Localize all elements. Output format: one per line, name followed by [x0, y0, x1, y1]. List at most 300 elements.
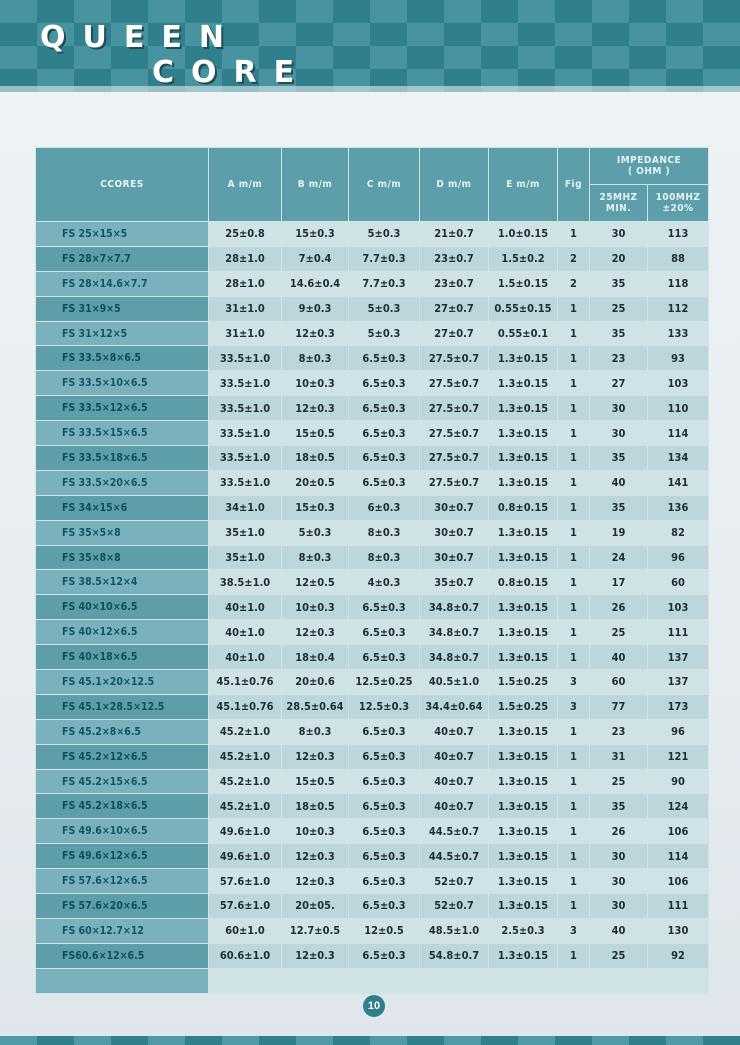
cell-fig: 1 — [558, 744, 590, 769]
cell-name: FS 45.1×28.5×12.5 — [36, 694, 209, 719]
cell-name: FS 49.6×10×6.5 — [36, 819, 209, 844]
cell-e: 1.3±0.15 — [489, 645, 558, 670]
cell-e: 0.55±0.1 — [489, 321, 558, 346]
table-row — [36, 446, 709, 471]
cell-a: 28±1.0 — [209, 246, 282, 271]
cell-name: FS 40×18×6.5 — [36, 645, 209, 670]
cell-d: 27.5±0.7 — [420, 421, 489, 446]
cell-d: 40±0.7 — [420, 794, 489, 819]
cell-e: 0.55±0.15 — [489, 296, 558, 321]
cell-e: 1.3±0.15 — [489, 520, 558, 545]
cell-a: 57.6±1.0 — [209, 869, 282, 894]
table-row — [36, 396, 709, 421]
cell-fig: 1 — [558, 222, 590, 247]
cell-d: 27.5±0.7 — [420, 470, 489, 495]
page-header — [0, 0, 740, 92]
cell-fig: 3 — [558, 918, 590, 943]
table-row — [36, 869, 709, 894]
cell-a: 60±1.0 — [209, 918, 282, 943]
cell-z100: 112 — [648, 296, 709, 321]
header-25mhz — [590, 185, 648, 222]
table-row — [36, 296, 709, 321]
bottom-checker-strip — [0, 1036, 740, 1045]
cell-e: 1.3±0.15 — [489, 446, 558, 471]
empty-cell — [489, 968, 558, 993]
table-row — [36, 520, 709, 545]
cell-fig: 1 — [558, 321, 590, 346]
cell-a: 60.6±1.0 — [209, 943, 282, 968]
cell-name: FS 31×9×5 — [36, 296, 209, 321]
cell-c: 6.5±0.3 — [349, 894, 420, 919]
cell-z100: 96 — [648, 719, 709, 744]
empty-cell — [282, 968, 349, 993]
cell-fig: 1 — [558, 520, 590, 545]
cell-z25: 26 — [590, 595, 648, 620]
cell-b: 14.6±0.4 — [282, 271, 349, 296]
cell-b: 15±0.5 — [282, 421, 349, 446]
cell-name: FS 25×15×5 — [36, 222, 209, 247]
cell-b: 12±0.3 — [282, 943, 349, 968]
cell-d: 34.8±0.7 — [420, 645, 489, 670]
cell-e: 1.3±0.15 — [489, 794, 558, 819]
cell-z100: 92 — [648, 943, 709, 968]
cell-z25: 35 — [590, 446, 648, 471]
cell-z25: 30 — [590, 894, 648, 919]
cell-e: 1.3±0.15 — [489, 346, 558, 371]
header-25mhz-sub: MIN. — [605, 203, 632, 214]
cell-e: 0.8±0.15 — [489, 495, 558, 520]
cell-name: FS 33.5×12×6.5 — [36, 396, 209, 421]
cell-a: 33.5±1.0 — [209, 346, 282, 371]
cell-a: 33.5±1.0 — [209, 371, 282, 396]
table-row — [36, 222, 709, 247]
impedance-unit: ( OHM ) — [627, 166, 671, 177]
cell-name: FS 33.5×10×6.5 — [36, 371, 209, 396]
cell-z100: 136 — [648, 495, 709, 520]
empty-cell — [36, 968, 209, 993]
cell-e: 1.3±0.15 — [489, 769, 558, 794]
cell-name: FS 33.5×15×6.5 — [36, 421, 209, 446]
cell-d: 34.4±0.64 — [420, 694, 489, 719]
cell-b: 7±0.4 — [282, 246, 349, 271]
cell-b: 8±0.3 — [282, 719, 349, 744]
cell-d: 34.8±0.7 — [420, 620, 489, 645]
cell-fig: 1 — [558, 346, 590, 371]
cell-z25: 30 — [590, 844, 648, 869]
cell-c: 8±0.3 — [349, 545, 420, 570]
table-body — [36, 222, 709, 994]
cell-z100: 137 — [648, 670, 709, 695]
cell-fig: 1 — [558, 495, 590, 520]
cell-z100: 88 — [648, 246, 709, 271]
table-row — [36, 271, 709, 296]
cell-name: FS60.6×12×6.5 — [36, 943, 209, 968]
cell-c: 12.5±0.3 — [349, 694, 420, 719]
cell-z25: 24 — [590, 545, 648, 570]
cell-name: FS 57.6×20×6.5 — [36, 894, 209, 919]
cell-c: 5±0.3 — [349, 296, 420, 321]
cell-z100: 134 — [648, 446, 709, 471]
cell-c: 8±0.3 — [349, 520, 420, 545]
cell-a: 38.5±1.0 — [209, 570, 282, 595]
cell-c: 6.5±0.3 — [349, 371, 420, 396]
cell-c: 6.5±0.3 — [349, 421, 420, 446]
cell-fig: 1 — [558, 943, 590, 968]
cell-fig: 1 — [558, 894, 590, 919]
cell-c: 6.5±0.3 — [349, 346, 420, 371]
cell-z100: 118 — [648, 271, 709, 296]
cell-b: 12±0.3 — [282, 396, 349, 421]
cell-c: 5±0.3 — [349, 222, 420, 247]
table-row — [36, 371, 709, 396]
cell-c: 6.5±0.3 — [349, 794, 420, 819]
cell-a: 33.5±1.0 — [209, 470, 282, 495]
table-row — [36, 744, 709, 769]
cell-e: 1.3±0.15 — [489, 844, 558, 869]
cell-z100: 96 — [648, 545, 709, 570]
header-b: B m/m — [282, 148, 349, 222]
cell-c: 7.7±0.3 — [349, 271, 420, 296]
cell-b: 12.7±0.5 — [282, 918, 349, 943]
table-row — [36, 620, 709, 645]
header-100mhz-sub: ±20% — [662, 203, 694, 214]
cell-z25: 31 — [590, 744, 648, 769]
cell-z25: 30 — [590, 396, 648, 421]
cell-c: 6.5±0.3 — [349, 620, 420, 645]
brand-core: CORE — [152, 55, 312, 90]
cell-name: FS 31×12×5 — [36, 321, 209, 346]
cell-z25: 30 — [590, 869, 648, 894]
cell-e: 1.3±0.15 — [489, 744, 558, 769]
cell-e: 1.3±0.15 — [489, 719, 558, 744]
header-100mhz — [648, 185, 709, 222]
cell-e: 1.3±0.15 — [489, 396, 558, 421]
cell-a: 40±1.0 — [209, 645, 282, 670]
cell-z100: 106 — [648, 819, 709, 844]
cell-z25: 23 — [590, 346, 648, 371]
cell-e: 1.3±0.15 — [489, 470, 558, 495]
cell-c: 6.5±0.3 — [349, 470, 420, 495]
cell-fig: 1 — [558, 421, 590, 446]
cell-e: 0.8±0.15 — [489, 570, 558, 595]
cell-e: 1.5±0.25 — [489, 694, 558, 719]
cell-z100: 114 — [648, 844, 709, 869]
cell-d: 34.8±0.7 — [420, 595, 489, 620]
cell-c: 12.5±0.25 — [349, 670, 420, 695]
cell-c: 6.5±0.3 — [349, 819, 420, 844]
cell-c: 6.5±0.3 — [349, 396, 420, 421]
cell-c: 6.5±0.3 — [349, 595, 420, 620]
cell-d: 40±0.7 — [420, 719, 489, 744]
cell-z25: 40 — [590, 918, 648, 943]
cell-name: FS 34×15×6 — [36, 495, 209, 520]
cell-z25: 26 — [590, 819, 648, 844]
empty-cell — [420, 968, 489, 993]
cell-z100: 90 — [648, 769, 709, 794]
cell-name: FS 33.5×20×6.5 — [36, 470, 209, 495]
cell-z25: 30 — [590, 421, 648, 446]
cell-z25: 25 — [590, 769, 648, 794]
cell-a: 57.6±1.0 — [209, 894, 282, 919]
cell-a: 31±1.0 — [209, 296, 282, 321]
cell-b: 15±0.3 — [282, 495, 349, 520]
cell-name: FS 38.5×12×4 — [36, 570, 209, 595]
cell-c: 6.5±0.3 — [349, 943, 420, 968]
cell-z100: 111 — [648, 620, 709, 645]
cell-d: 27±0.7 — [420, 296, 489, 321]
cell-d: 40±0.7 — [420, 744, 489, 769]
table-row — [36, 794, 709, 819]
cell-fig: 1 — [558, 620, 590, 645]
table-row — [36, 844, 709, 869]
cell-d: 23±0.7 — [420, 271, 489, 296]
header-d: D m/m — [420, 148, 489, 222]
cell-d: 35±0.7 — [420, 570, 489, 595]
cell-b: 10±0.3 — [282, 819, 349, 844]
cell-z100: 103 — [648, 595, 709, 620]
empty-cell — [349, 968, 420, 993]
cell-name: FS 49.6×12×6.5 — [36, 844, 209, 869]
cell-z25: 20 — [590, 246, 648, 271]
table-row — [36, 694, 709, 719]
header-25mhz-label: 25MHZ — [599, 192, 638, 203]
cell-fig: 1 — [558, 869, 590, 894]
cell-d: 44.5±0.7 — [420, 819, 489, 844]
cell-z100: 82 — [648, 520, 709, 545]
cell-fig: 1 — [558, 769, 590, 794]
cell-e: 1.5±0.2 — [489, 246, 558, 271]
cell-z100: 173 — [648, 694, 709, 719]
header-100mhz-label: 100MHZ — [655, 192, 701, 203]
cell-z25: 25 — [590, 943, 648, 968]
cell-z100: 60 — [648, 570, 709, 595]
cell-d: 44.5±0.7 — [420, 844, 489, 869]
cell-d: 27±0.7 — [420, 321, 489, 346]
cell-b: 5±0.3 — [282, 520, 349, 545]
cell-c: 6.5±0.3 — [349, 446, 420, 471]
cell-fig: 1 — [558, 545, 590, 570]
header-impedance — [590, 148, 709, 185]
cell-fig: 1 — [558, 719, 590, 744]
cell-b: 10±0.3 — [282, 371, 349, 396]
cell-name: FS 28×7×7.7 — [36, 246, 209, 271]
cell-d: 27.5±0.7 — [420, 446, 489, 471]
table-row — [36, 769, 709, 794]
cell-z100: 93 — [648, 346, 709, 371]
cell-z100: 121 — [648, 744, 709, 769]
cell-b: 9±0.3 — [282, 296, 349, 321]
cell-b: 10±0.3 — [282, 595, 349, 620]
cell-a: 35±1.0 — [209, 545, 282, 570]
cell-b: 12±0.3 — [282, 869, 349, 894]
cell-b: 18±0.5 — [282, 446, 349, 471]
cell-b: 20±0.5 — [282, 470, 349, 495]
cell-a: 49.6±1.0 — [209, 844, 282, 869]
cell-name: FS 45.2×18×6.5 — [36, 794, 209, 819]
table-row — [36, 943, 709, 968]
header-a: A m/m — [209, 148, 282, 222]
cell-c: 6.5±0.3 — [349, 769, 420, 794]
cell-z25: 60 — [590, 670, 648, 695]
cell-z25: 25 — [590, 296, 648, 321]
cell-name: FS 45.1×20×12.5 — [36, 670, 209, 695]
cell-z25: 25 — [590, 620, 648, 645]
cell-z25: 40 — [590, 470, 648, 495]
cell-d: 30±0.7 — [420, 545, 489, 570]
cell-b: 8±0.3 — [282, 545, 349, 570]
cell-d: 27.5±0.7 — [420, 396, 489, 421]
cell-z100: 133 — [648, 321, 709, 346]
cell-c: 4±0.3 — [349, 570, 420, 595]
cell-fig: 1 — [558, 296, 590, 321]
cell-a: 45.1±0.76 — [209, 694, 282, 719]
empty-cell — [590, 968, 648, 993]
cell-c: 6.5±0.3 — [349, 869, 420, 894]
cell-a: 33.5±1.0 — [209, 396, 282, 421]
cell-fig: 2 — [558, 271, 590, 296]
cell-fig: 2 — [558, 246, 590, 271]
cell-c: 7.7±0.3 — [349, 246, 420, 271]
cell-z100: 106 — [648, 869, 709, 894]
cell-z100: 103 — [648, 371, 709, 396]
cell-a: 33.5±1.0 — [209, 446, 282, 471]
cell-z100: 137 — [648, 645, 709, 670]
table-row — [36, 545, 709, 570]
table-row — [36, 346, 709, 371]
cell-fig: 1 — [558, 371, 590, 396]
cell-a: 49.6±1.0 — [209, 819, 282, 844]
cell-name: FS 35×8×8 — [36, 545, 209, 570]
cell-c: 6.5±0.3 — [349, 719, 420, 744]
cell-a: 33.5±1.0 — [209, 421, 282, 446]
cell-name: FS 33.5×18×6.5 — [36, 446, 209, 471]
cell-a: 45.2±1.0 — [209, 794, 282, 819]
cell-d: 52±0.7 — [420, 869, 489, 894]
cell-z100: 141 — [648, 470, 709, 495]
table-row — [36, 495, 709, 520]
cell-z100: 113 — [648, 222, 709, 247]
cell-d: 30±0.7 — [420, 520, 489, 545]
table-row — [36, 894, 709, 919]
cell-name: FS 35×5×8 — [36, 520, 209, 545]
cell-e: 1.3±0.15 — [489, 595, 558, 620]
cell-d: 52±0.7 — [420, 894, 489, 919]
cell-fig: 1 — [558, 645, 590, 670]
cell-b: 12±0.3 — [282, 744, 349, 769]
cell-d: 23±0.7 — [420, 246, 489, 271]
header-e: E m/m — [489, 148, 558, 222]
cell-name: FS 45.2×12×6.5 — [36, 744, 209, 769]
core-spec-table — [35, 147, 709, 994]
cell-name: FS 33.5×8×6.5 — [36, 346, 209, 371]
cell-d: 27.5±0.7 — [420, 371, 489, 396]
cell-name: FS 28×14.6×7.7 — [36, 271, 209, 296]
cell-a: 40±1.0 — [209, 620, 282, 645]
cell-a: 35±1.0 — [209, 520, 282, 545]
cell-e: 1.3±0.15 — [489, 894, 558, 919]
cell-fig: 1 — [558, 470, 590, 495]
cell-z25: 77 — [590, 694, 648, 719]
cell-fig: 3 — [558, 694, 590, 719]
cell-a: 45.1±0.76 — [209, 670, 282, 695]
table-row — [36, 570, 709, 595]
cell-z25: 35 — [590, 495, 648, 520]
table-row — [36, 470, 709, 495]
cell-fig: 1 — [558, 595, 590, 620]
table-row — [36, 719, 709, 744]
cell-c: 6.5±0.3 — [349, 744, 420, 769]
header-c: C m/m — [349, 148, 420, 222]
table-row — [36, 421, 709, 446]
cell-b: 12±0.3 — [282, 844, 349, 869]
cell-fig: 1 — [558, 446, 590, 471]
cell-d: 40±0.7 — [420, 769, 489, 794]
table-row — [36, 321, 709, 346]
cell-fig: 3 — [558, 670, 590, 695]
cell-d: 30±0.7 — [420, 495, 489, 520]
cell-e: 1.0±0.15 — [489, 222, 558, 247]
cell-b: 18±0.4 — [282, 645, 349, 670]
cell-b: 18±0.5 — [282, 794, 349, 819]
cell-b: 12±0.3 — [282, 620, 349, 645]
cell-a: 45.2±1.0 — [209, 769, 282, 794]
cell-e: 1.5±0.15 — [489, 271, 558, 296]
cell-a: 40±1.0 — [209, 595, 282, 620]
cell-z100: 114 — [648, 421, 709, 446]
cell-a: 45.2±1.0 — [209, 744, 282, 769]
cell-z25: 27 — [590, 371, 648, 396]
cell-z100: 124 — [648, 794, 709, 819]
cell-b: 12±0.5 — [282, 570, 349, 595]
cell-c: 12±0.5 — [349, 918, 420, 943]
cell-b: 15±0.3 — [282, 222, 349, 247]
cell-z25: 17 — [590, 570, 648, 595]
cell-name: FS 40×10×6.5 — [36, 595, 209, 620]
cell-e: 1.3±0.15 — [489, 545, 558, 570]
cell-d: 48.5±1.0 — [420, 918, 489, 943]
empty-cell — [558, 968, 590, 993]
empty-cell — [648, 968, 709, 993]
brand-queen: QUEEN — [40, 20, 241, 55]
cell-e: 1.3±0.15 — [489, 620, 558, 645]
cell-fig: 1 — [558, 794, 590, 819]
cell-e: 1.3±0.15 — [489, 819, 558, 844]
table-row — [36, 670, 709, 695]
cell-a: 28±1.0 — [209, 271, 282, 296]
cell-z25: 35 — [590, 794, 648, 819]
cell-fig: 1 — [558, 396, 590, 421]
cell-e: 1.3±0.15 — [489, 371, 558, 396]
cell-c: 6±0.3 — [349, 495, 420, 520]
cell-fig: 1 — [558, 570, 590, 595]
cell-a: 25±0.8 — [209, 222, 282, 247]
table-row — [36, 595, 709, 620]
cell-name: FS 45.2×8×6.5 — [36, 719, 209, 744]
cell-fig: 1 — [558, 819, 590, 844]
cell-b: 20±0.6 — [282, 670, 349, 695]
cell-b: 20±05. — [282, 894, 349, 919]
table-row — [36, 645, 709, 670]
table-row — [36, 918, 709, 943]
cell-z100: 130 — [648, 918, 709, 943]
empty-cell — [209, 968, 282, 993]
cell-c: 5±0.3 — [349, 321, 420, 346]
header-fig: Fig — [558, 148, 590, 222]
cell-a: 34±1.0 — [209, 495, 282, 520]
cell-c: 6.5±0.3 — [349, 645, 420, 670]
cell-z25: 30 — [590, 222, 648, 247]
impedance-title: IMPEDANCE — [616, 155, 682, 166]
